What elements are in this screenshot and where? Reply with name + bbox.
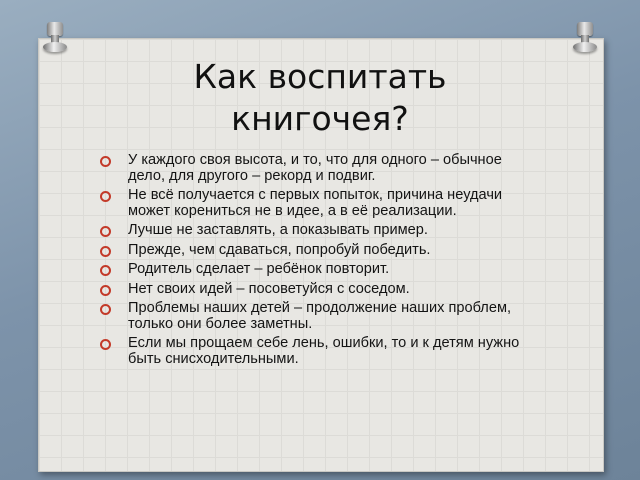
slide-title-line-2: книгочея? [231, 99, 409, 138]
list-item-text: Проблемы наших детей – продолжение наших проблем, только они более заметны. [128, 300, 512, 332]
list-item [100, 223, 540, 239]
list-item [100, 243, 540, 259]
list-item-text: Не всё получается с первых попыток, причина неудачи может корениться не в идее, а в её реализации. [128, 187, 503, 219]
ring-bullet-icon [100, 265, 111, 276]
pushpin-icon [40, 22, 70, 56]
list-item [100, 188, 540, 219]
list-item-text: Прежде, чем сдаваться, попробуй победить. [128, 241, 431, 258]
list-item [100, 153, 540, 184]
list-item [100, 282, 540, 298]
list-item [100, 336, 540, 367]
ring-bullet-icon [100, 156, 111, 167]
ring-bullet-icon [100, 246, 111, 257]
slide-title [38, 56, 602, 140]
ring-bullet-icon [100, 339, 111, 350]
list-item [100, 301, 540, 332]
ring-bullet-icon [100, 226, 111, 237]
list-item-text: Нет своих идей – посоветуйся с соседом. [128, 280, 410, 297]
ring-bullet-icon [100, 191, 111, 202]
ring-bullet-icon [100, 285, 111, 296]
list-item-text: Родитель сделает – ребёнок повторит. [128, 261, 390, 277]
list-item-text: Если мы прощаем себе лень, ошибки, то и к детям нужно быть снисходительными. [128, 335, 520, 367]
bullet-list [100, 153, 540, 371]
slide-title-line-1: Как воспитать [193, 57, 447, 96]
pushpin-icon [570, 22, 600, 56]
ring-bullet-icon [100, 304, 111, 315]
list-item-text: У каждого своя высота, и то, что для одного – обычное дело, для другого – рекорд и подвиг. [128, 152, 502, 184]
list-item [100, 262, 540, 278]
list-item-text: Лучше не заставлять, а показывать пример. [128, 222, 428, 238]
